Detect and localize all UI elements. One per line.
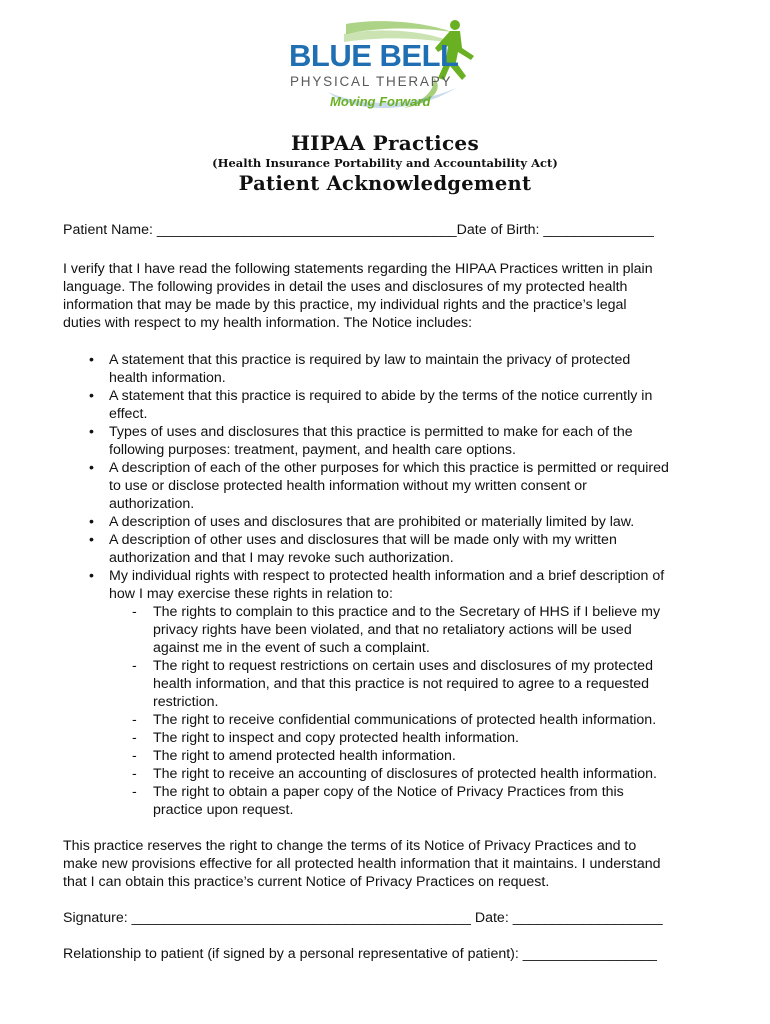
list-item: • A statement that this practice is required to abide by the terms of the notice currently in effect.	[89, 388, 653, 422]
relationship-field[interactable]: Relationship to patient (if signed by a personal representative of patient): _________________	[63, 946, 657, 962]
page-title: HIPAA Practices	[290, 131, 480, 155]
page-subtitle: (Health Insurance Portability and Accountability Act)	[212, 156, 558, 170]
list-item: • Types of uses and disclosures that this practice is permitted to make for each of the following purposes: treatment, payment, and health care options.	[89, 424, 633, 458]
svg-text:BLUE BELL	[289, 38, 458, 73]
list-item: • A description of other uses and disclosures that will be made only with my written authorization and that I may revoke such authorization.	[89, 532, 617, 566]
list-item: • A description of each of the other purposes for which this practice is permitted or required to use or disclose protected health information without my written consent or authorization.	[89, 460, 669, 512]
sub-list-item: - The right to amend protected health information.	[132, 748, 456, 764]
list-item: • My individual rights with respect to protected health information and a brief description of how I may exercise these rights in relation to: - The rights to complain to this practice and to the Secretary of HHS if I believe my privacy rights have been violated, and that no retaliatory actions will be used against me in the event of such a complaint. - The right to request restrictions on certain uses and disclosures of my protected health information, and that this practice is not required to agree to a requested restriction. - The right to receive confidential communications of protected health information. - The right to inspect and copy protected health information. - The right to amend protected health information. - The right to receive an accounting of disclosures of protected health information. - The right to obtain a paper copy of the Notice of Privacy Practices from this practice upon request.	[63, 567, 713, 819]
sub-list-item: - The right to receive confidential communications of protected health information.	[132, 712, 657, 728]
list-item: • A description of uses and disclosures that are prohibited or materially limited by law.	[89, 514, 635, 530]
sub-list-item: - The right to receive an accounting of disclosures of protected health information.	[132, 766, 657, 782]
logo-tagline: Moving Forward	[330, 94, 431, 109]
logo-brand: BLUE BELL	[289, 38, 459, 73]
svg-text:Moving Forward	[330, 94, 431, 109]
individual-rights-list	[109, 603, 713, 819]
sub-list-item: - The right to inspect and copy protected health information.	[132, 730, 519, 746]
sub-list-item: - The right to obtain a paper copy of the Notice of Privacy Practices from this practice upon request.	[132, 784, 624, 818]
sub-list-item: - The right to request restrictions on certain uses and disclosures of my protected health information, and that this practice is not required to agree to a requested restriction.	[132, 658, 653, 710]
notice-includes-list	[63, 351, 713, 819]
closing-paragraph: This practice reserves the right to change the terms of its Notice of Privacy Practices and to make new provisions effective for all protected health information that it maintains. I understand that I can obtain this practice’s current Notice of Privacy Practices on request.	[63, 838, 661, 890]
patient-name-dob-field[interactable]: Patient Name: ______________________________________Date of Birth: ______________	[63, 222, 654, 238]
intro-paragraph: I verify that I have read the following statements regarding the HIPAA Practices written in plain language. The following provides in detail the uses and disclosures of my protected health information that may be made by this practice, my individual rights and the practice’s legal duties with respect to my health information. The Notice includes:	[63, 261, 653, 331]
sub-list-item: - The rights to complain to this practice and to the Secretary of HHS if I believe my privacy rights have been violated, and that no retaliatory actions will be used against me in the event of such a complaint.	[132, 604, 661, 656]
svg-text:PHYSICAL THERAPY	[290, 74, 452, 89]
section-heading: Patient Acknowledgement	[238, 172, 532, 195]
document-body	[63, 221, 713, 963]
logo-subtitle: PHYSICAL THERAPY	[290, 74, 453, 89]
signature-date-field[interactable]: Signature: ___________________________________________ Date: ___________________	[63, 910, 663, 926]
blue-bell-logo	[284, 18, 484, 114]
list-item: • A statement that this practice is required by law to maintain the privacy of protected health information.	[89, 352, 631, 386]
